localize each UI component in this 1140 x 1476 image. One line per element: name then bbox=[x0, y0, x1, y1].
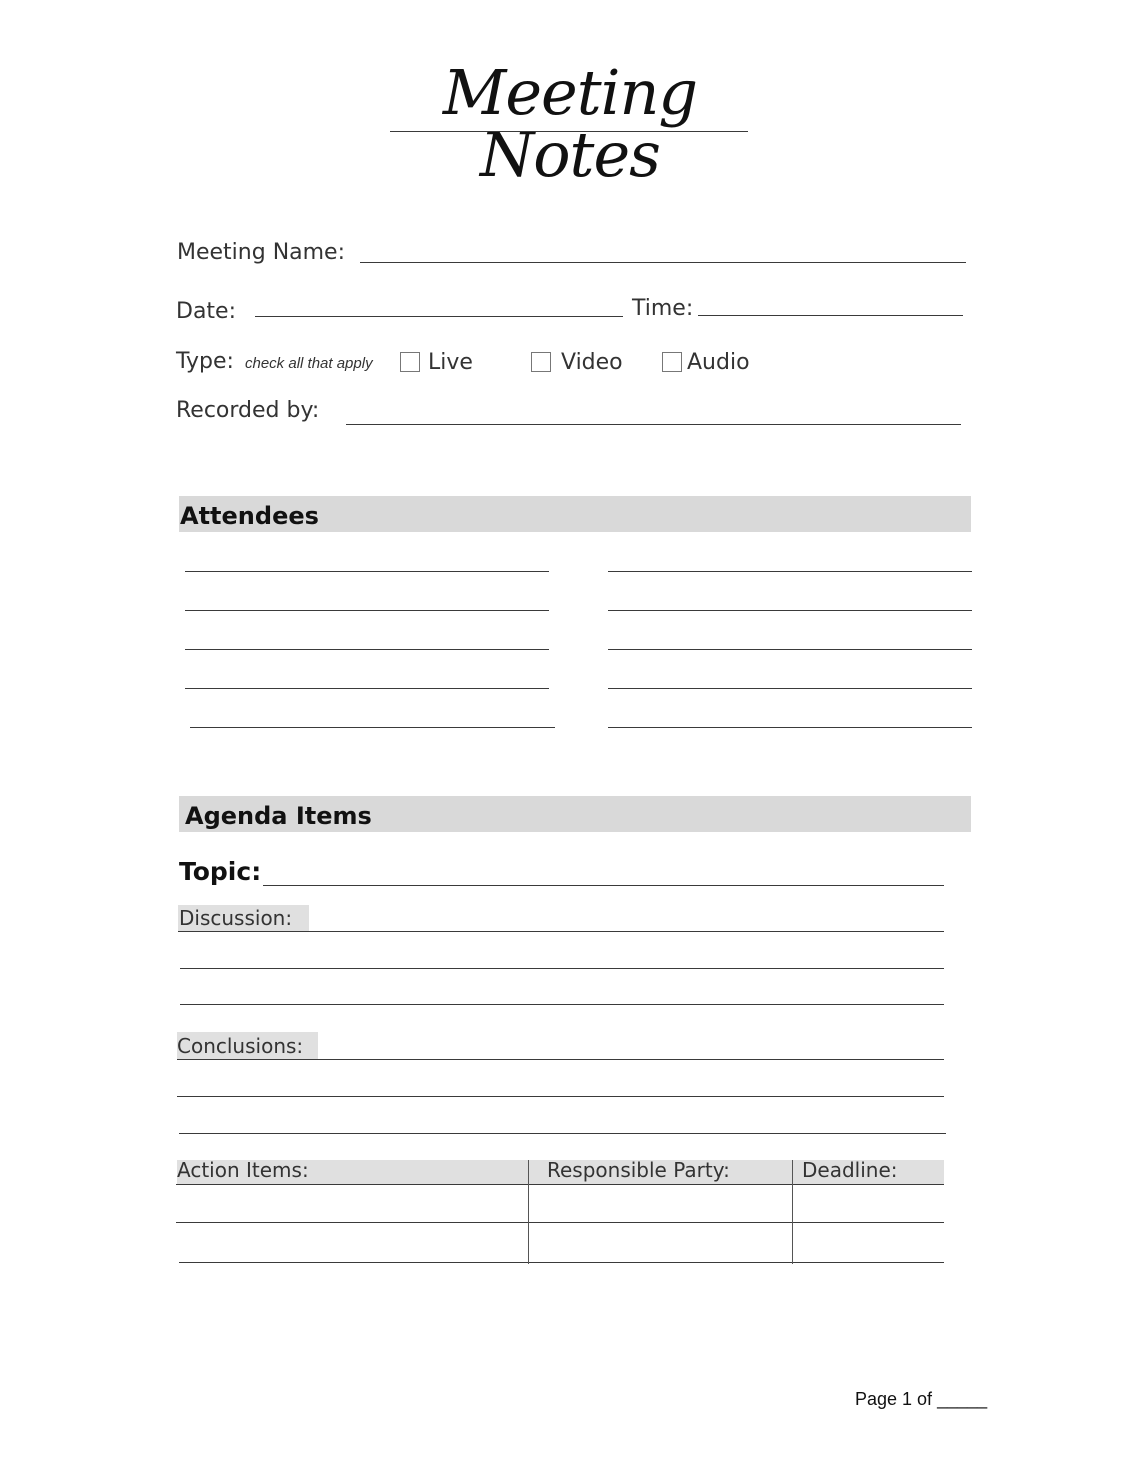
attendee-line[interactable] bbox=[608, 610, 972, 611]
discussion-label: Discussion: bbox=[179, 906, 293, 930]
attendee-line[interactable] bbox=[185, 610, 549, 611]
page-title: Meeting Notes bbox=[442, 56, 698, 191]
responsible-party-header: Responsible Party: bbox=[547, 1158, 730, 1182]
attendees-heading: Attendees bbox=[180, 502, 319, 530]
conclusions-line[interactable] bbox=[177, 1059, 944, 1060]
discussion-line[interactable] bbox=[180, 1004, 944, 1005]
title-underline bbox=[390, 131, 748, 132]
time-field[interactable] bbox=[698, 315, 963, 316]
attendee-line[interactable] bbox=[185, 571, 549, 572]
table-column-divider bbox=[792, 1160, 793, 1264]
conclusions-line[interactable] bbox=[177, 1096, 944, 1097]
live-option-label: Live bbox=[428, 350, 473, 375]
attendee-line[interactable] bbox=[608, 688, 972, 689]
conclusions-line[interactable] bbox=[179, 1133, 946, 1134]
type-hint: check all that apply bbox=[245, 355, 373, 372]
date-label: Date: bbox=[176, 299, 236, 324]
topic-field[interactable] bbox=[263, 885, 944, 886]
time-label: Time: bbox=[632, 296, 694, 321]
video-option-label: Video bbox=[561, 350, 623, 375]
recorded-by-field[interactable] bbox=[346, 424, 961, 425]
video-checkbox[interactable] bbox=[531, 352, 551, 372]
attendee-line[interactable] bbox=[190, 727, 555, 728]
agenda-heading: Agenda Items bbox=[185, 802, 372, 830]
table-row[interactable] bbox=[179, 1262, 944, 1263]
date-field[interactable] bbox=[255, 316, 623, 317]
table-column-divider bbox=[528, 1160, 529, 1264]
attendee-line[interactable] bbox=[185, 649, 549, 650]
discussion-line[interactable] bbox=[180, 968, 944, 969]
live-checkbox[interactable] bbox=[400, 352, 420, 372]
topic-label: Topic: bbox=[179, 857, 262, 886]
type-label: Type: bbox=[176, 349, 234, 374]
meeting-name-field[interactable] bbox=[360, 262, 966, 263]
audio-option-label: Audio bbox=[687, 350, 750, 375]
deadline-header: Deadline: bbox=[802, 1158, 898, 1182]
action-items-header: Action Items: bbox=[177, 1158, 309, 1182]
meeting-name-label: Meeting Name: bbox=[177, 240, 346, 265]
conclusions-label: Conclusions: bbox=[177, 1034, 304, 1058]
attendee-line[interactable] bbox=[608, 571, 972, 572]
page-number: Page 1 of _____ bbox=[855, 1389, 988, 1409]
table-row[interactable] bbox=[176, 1222, 944, 1223]
audio-checkbox[interactable] bbox=[662, 352, 682, 372]
discussion-line[interactable] bbox=[178, 931, 944, 932]
recorded-by-label: Recorded by: bbox=[176, 398, 320, 423]
table-header-line bbox=[176, 1184, 944, 1185]
attendee-line[interactable] bbox=[608, 727, 972, 728]
attendee-line[interactable] bbox=[185, 688, 549, 689]
attendee-line[interactable] bbox=[608, 649, 972, 650]
